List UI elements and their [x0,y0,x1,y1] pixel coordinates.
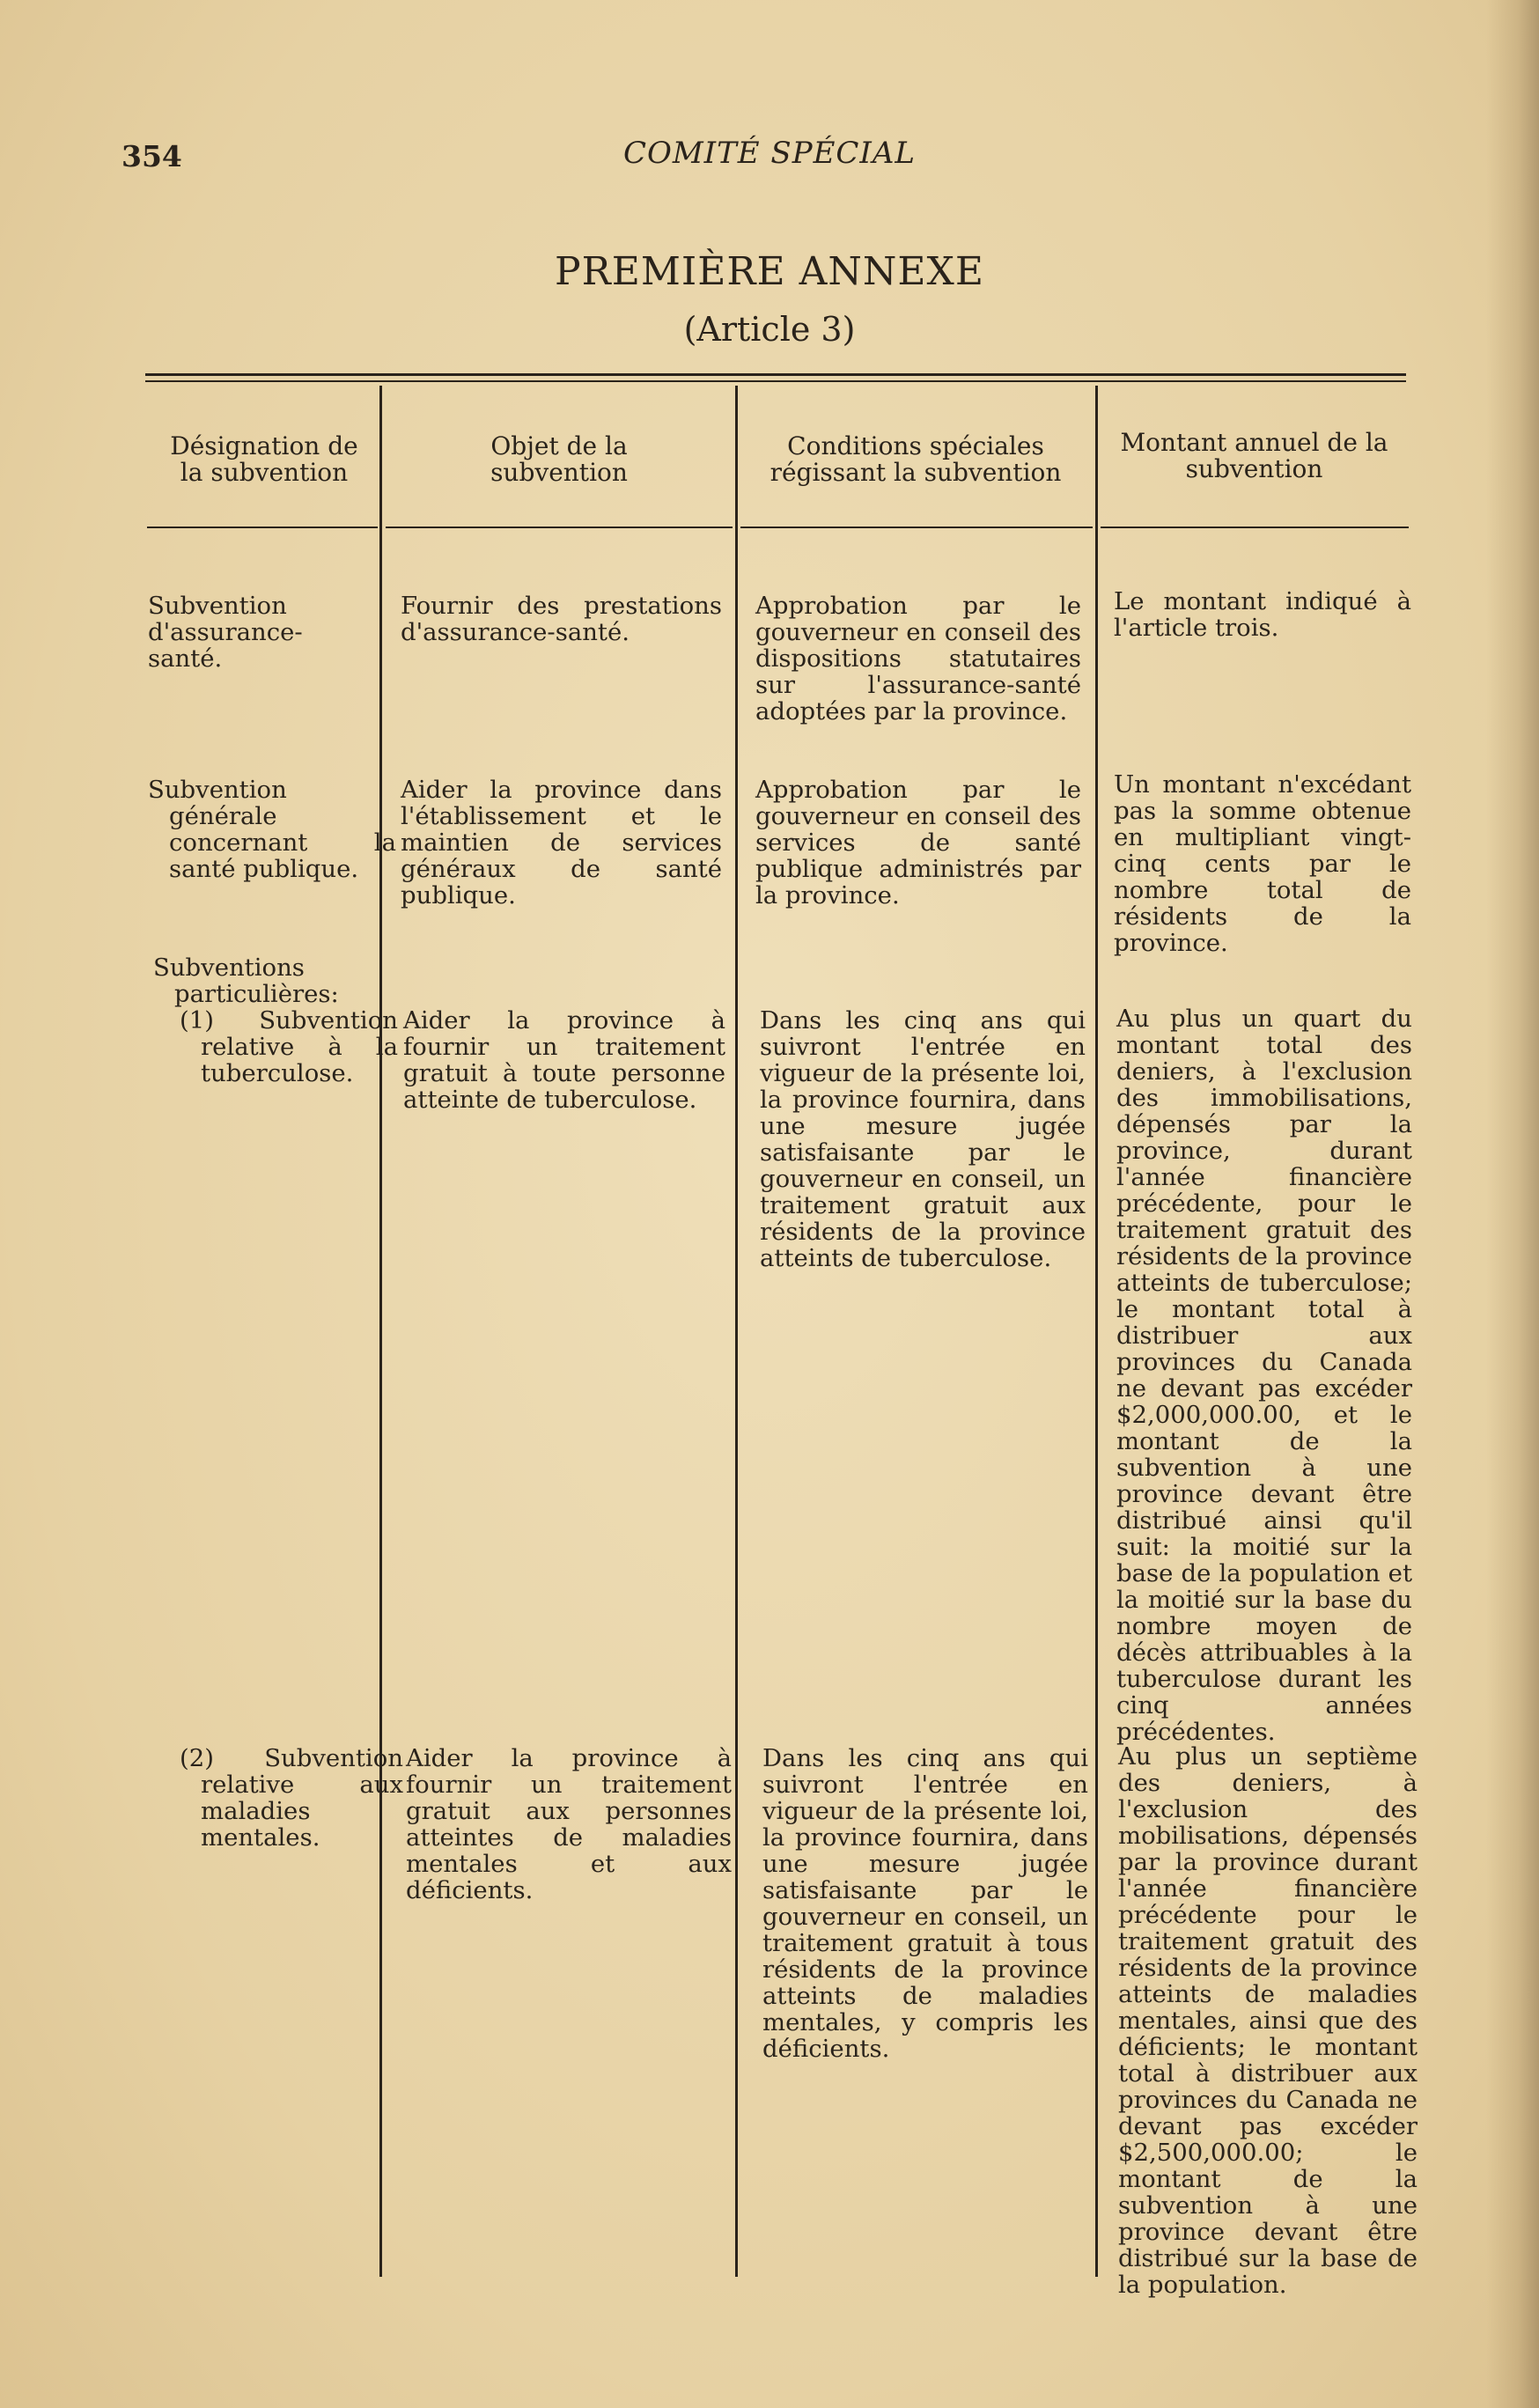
header-designation: Désignation de la subvention [170,431,358,487]
table-top-rule [145,373,1406,376]
header-conditions: Conditions spéciales régissant la subvention [770,431,1062,487]
annex-subtitle: (Article 3) [683,310,856,349]
annex-title: PREMIÈRE ANNEXE [555,249,984,294]
cell-montant: Un montant n'excédant pas la somme obtenue en multipliant vingt-cinq cents par le nombre total de résidents de la province. [1114,770,1411,957]
header-underline [386,527,733,528]
column-rule [735,386,738,2277]
page-edge-shadow [1486,0,1539,2408]
cell-designation: Subventions particulières: [153,954,339,1008]
header-underline [147,527,378,528]
cell-objet: Fournir des prestations d'assurance-santé. [401,592,722,646]
cell-montant: Au plus un quart du montant total des deniers, à l'exclusion des immobilisations, dépensés par la province, durant l'année financière précédente, pour le traitement gratuit des résidents de la province atteints de tuberculose; le montant total à distribuer aux provinces du Canada ne devant pas excéder $2,000,000.00, et le montant de la subvention à une province devant être distribué ainsi qu'il suit: la moitié sur la base de la population et la moitié sur la base du nombre moyen de décès attribuables à la tuberculose durant les cinq années précédentes. [1116,1005,1412,1746]
cell-objet: Aider la province à fournir un traitement gratuit à toute personne atteinte de tuberculose. [403,1006,725,1114]
table-top-rule-inner [145,380,1406,382]
running-head: COMITÉ SPÉCIAL [622,136,916,171]
cell-designation: Subvention d'assurance-santé. [148,592,303,673]
column-rule [379,386,382,2277]
cell-montant: Le montant indiqué à l'article trois. [1114,587,1411,642]
page-number: 354 [122,139,182,173]
column-rule [1095,386,1098,2277]
cell-conditions: Approbation par le gouverneur en conseil des services de santé publique administrés par la province. [755,776,1081,909]
cell-conditions: Dans les cinq ans qui suivront l'entrée en vigueur de la présente loi, la province fournira, dans une mesure jugée satisfaisante par le gouverneur en conseil, un traitement gratuit aux résidents de la province atteints de tuberculose. [760,1006,1086,1272]
header-underline [1101,527,1409,528]
cell-designation: (2) Subvention relative aux maladies mentales. [180,1744,403,1852]
cell-objet: Aider la province à fournir un traitement gratuit aux personnes atteintes de maladies mentales et aux déficients. [406,1744,732,1904]
cell-designation: Subvention générale concernant la santé publique. [148,776,396,883]
cell-conditions: Dans les cinq ans qui suivront l'entrée en vigueur de la présente loi, la province fournira, dans une mesure jugée satisfaisante par le gouverneur en conseil, un traitement gratuit à tous résidents de la province atteints de maladies mentales, y compris les déficients. [762,1744,1088,2063]
header-montant: Montant annuel de la subvention [1120,428,1388,483]
cell-objet: Aider la province dans l'établissement et le maintien de services généraux de santé publique. [401,776,722,909]
cell-designation: (1) Subvention relative à la tuberculose. [180,1006,398,1087]
header-objet: Objet de la subvention [490,431,628,487]
cell-montant: Au plus un septième des deniers, à l'exclusion des mobilisations, dépensés par la province durant l'année financière précédente pour le traitement gratuit des résidents de la province atteints de maladies mentales, ainsi que des déficients; le montant total à distribuer aux provinces du Canada ne devant pas excéder $2,500,000.00; le montant de la subvention à une province devant être distribué sur la base de la population. [1118,1742,1418,2299]
cell-conditions: Approbation par le gouverneur en conseil des dispositions statutaires sur l'assurance-santé adoptées par la province. [755,592,1081,725]
header-underline [740,527,1093,528]
